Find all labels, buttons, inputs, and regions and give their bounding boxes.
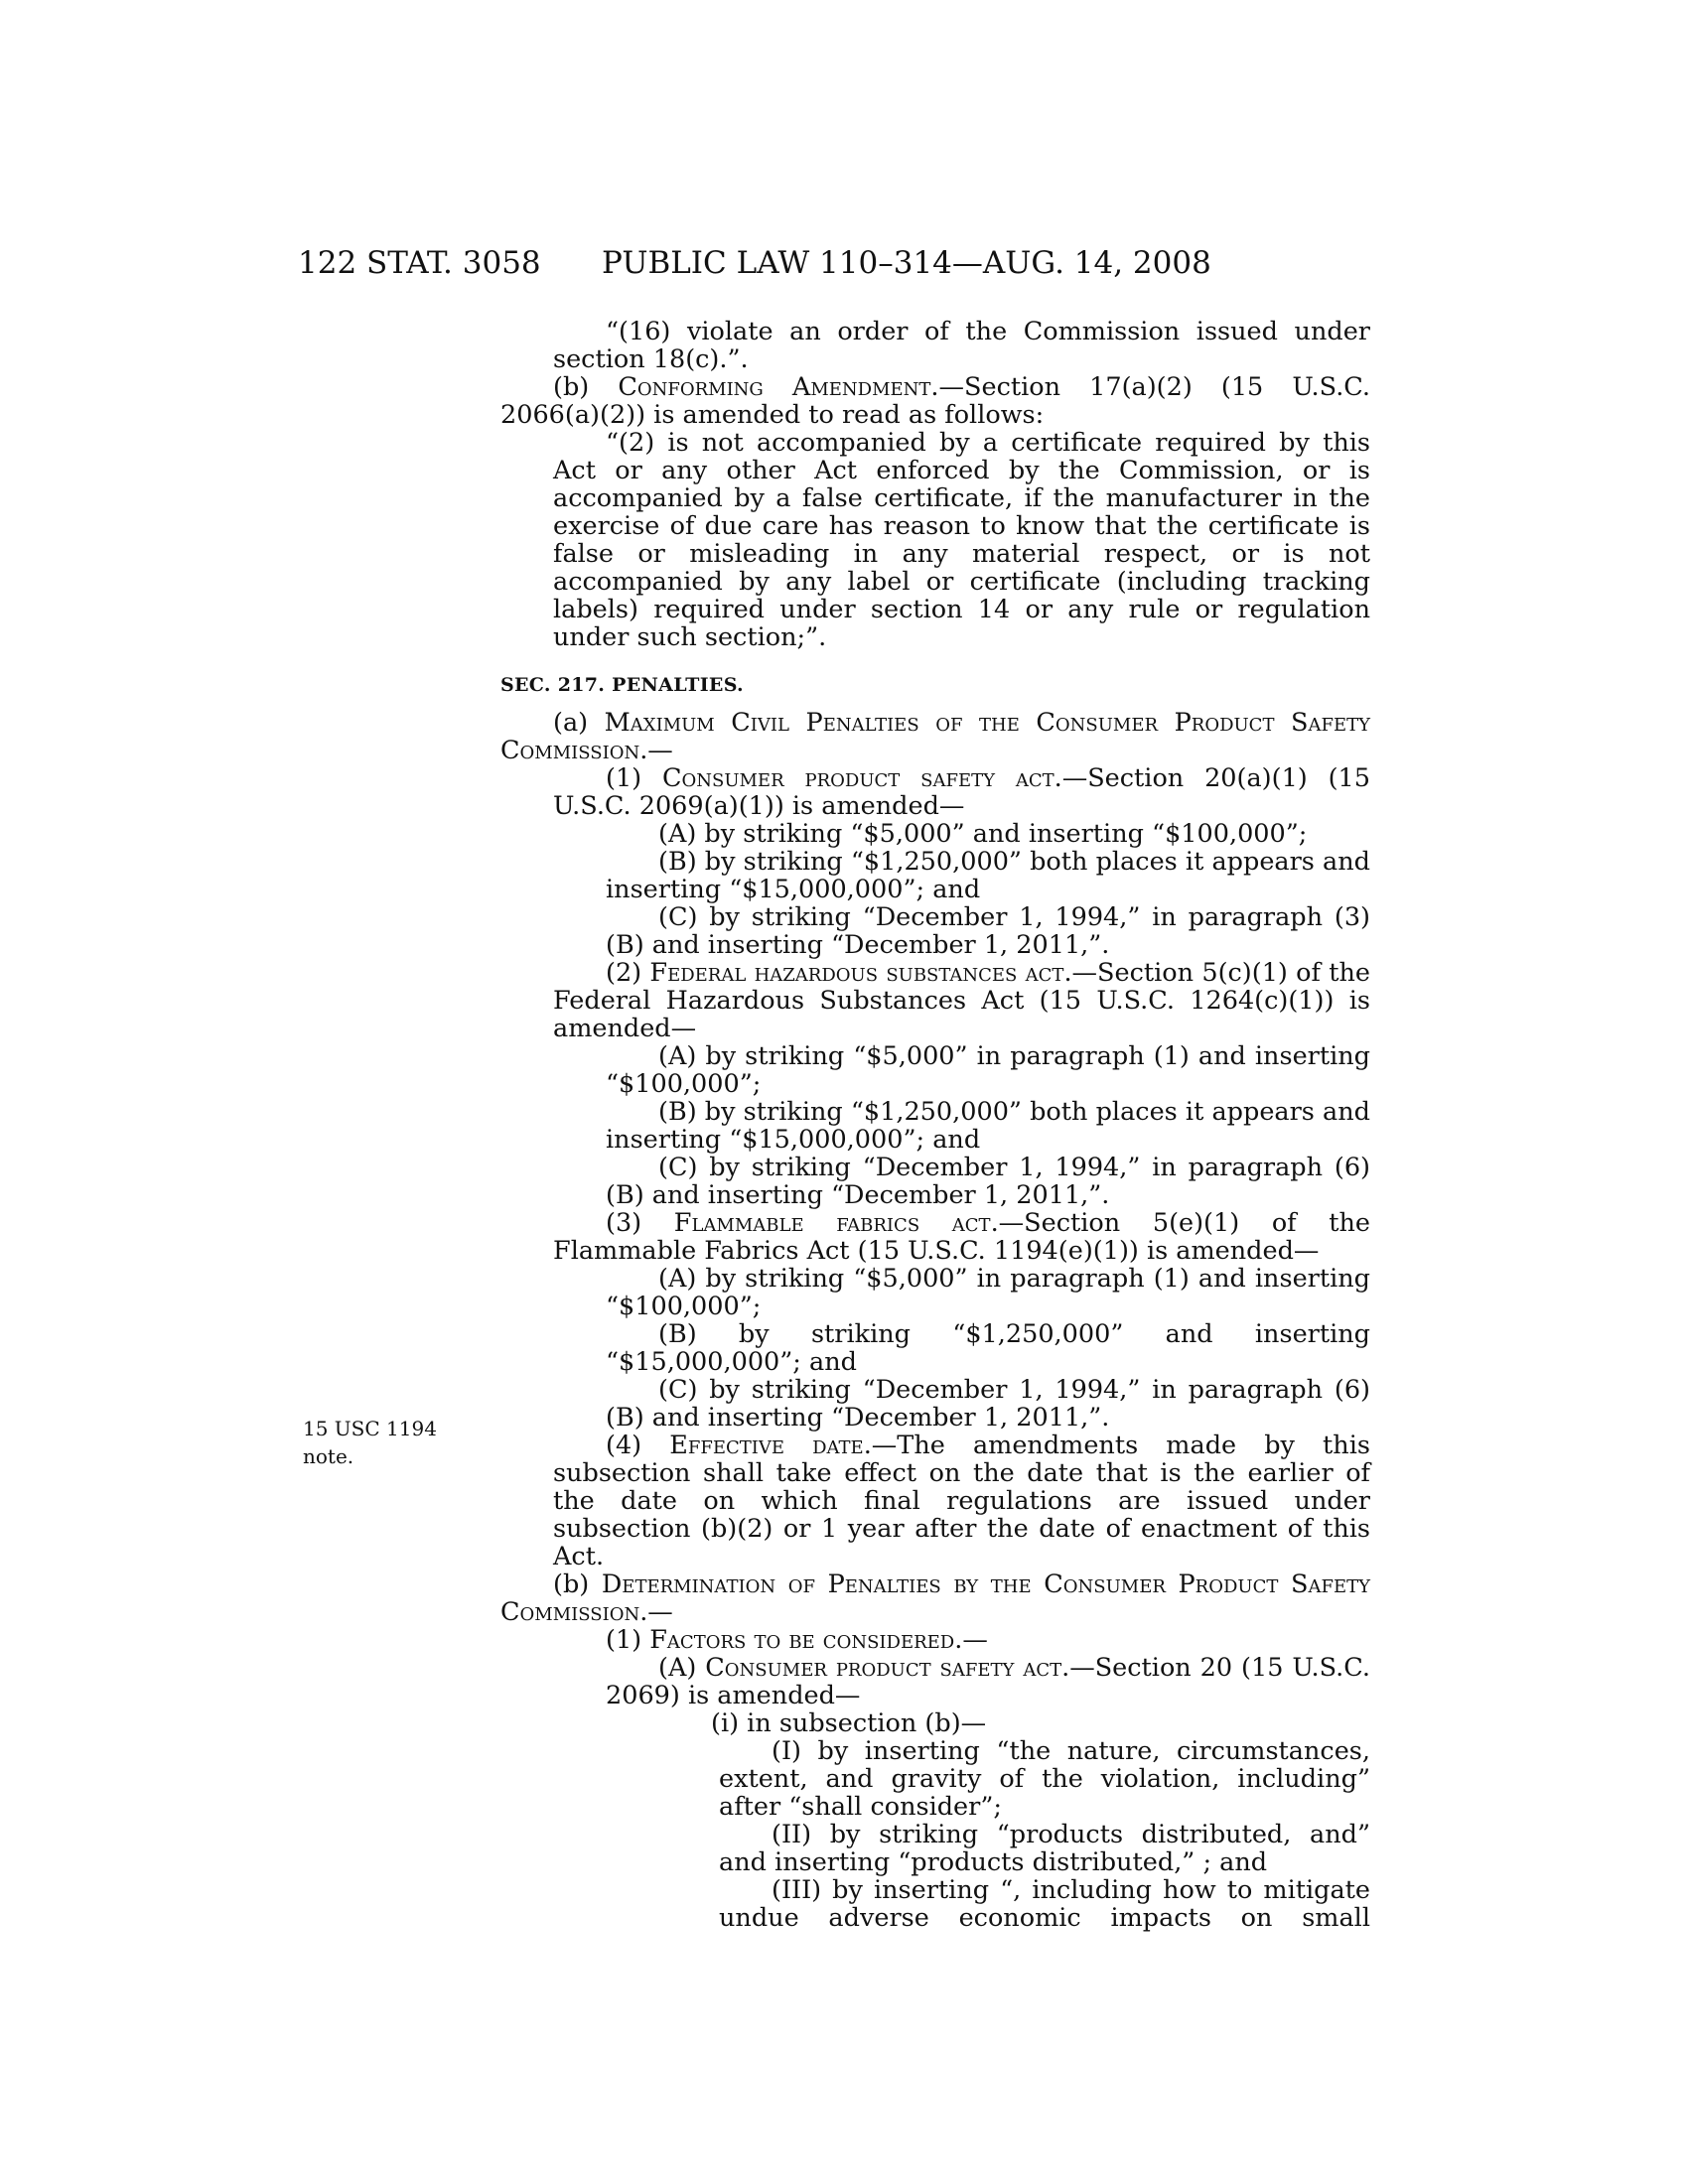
paragraph-label: (b) [553,372,619,402]
paragraph-label: (3) [606,1208,674,1238]
paragraph: (A) by striking “$5,000” in paragraph (1) and inserting “$100,000”; [606,1264,1370,1321]
paragraph-label: (A) [658,1653,706,1683]
paragraph-text: .—Section 20 (15 U.S.C. 2069) is amended— [606,1653,1370,1710]
paragraph [500,764,1370,820]
paragraph-heading: Maximum Civil Penalties of the Consumer Product Safety Commission [500,708,1371,765]
paragraph-label: (2) [606,958,650,988]
paragraph-label: (1) [606,763,662,793]
paragraph-heading: Consumer product safety act [705,1653,1062,1683]
paragraph-heading: Factors to be considered [649,1625,955,1655]
paragraph: (II) by striking “products distributed, and” and inserting “products distributed,” ; and [719,1820,1370,1877]
paragraph: (A) by striking “$5,000” and inserting “$100,000”; [658,819,1308,849]
paragraph-text: .— [954,1625,988,1655]
margin-note-citation: 15 USC 1194 [303,1417,437,1440]
paragraph-text: .— [639,1597,673,1627]
paragraph-heading: Conforming Amendment [618,372,931,402]
paragraph: “(16) violate an order of the Commission issued under section 18(c).”. [553,317,1370,374]
paragraph-text: .— [639,736,673,765]
paragraph [500,1654,1370,1709]
paragraph-label: (1) [606,1625,650,1655]
paragraph [500,709,1370,764]
margin-note [303,1415,442,1470]
paragraph-label: (b) [553,1570,602,1599]
paragraph: (B) by striking “$1,250,000” and inserting “$15,000,000”; and [606,1319,1370,1377]
paragraph-text: .—Section 17(a)(2) (15 U.S.C. 2066(a)(2)) is amended to read as follows: [500,372,1371,430]
paragraph-text: .—Section 5(c)(1) of the Federal Hazardous Substances Act (15 U.S.C. 1264(c)(1)) is amended— [553,958,1370,1043]
paragraph [500,1432,1370,1570]
paragraph [500,373,1370,429]
margin-note-label: note. [303,1444,354,1468]
paragraph-text: .—Section 20(a)(1) (15 U.S.C. 2069(a)(1)) is amended— [553,763,1371,821]
public-law-heading: PUBLIC LAW 110–314—AUG. 14, 2008 [602,245,1211,281]
paragraph: “(2) is not accompanied by a certificate required by this Act or any other Act enforced by the Commission, or is accompanied by a false certificate, if the manufacturer in the exercise of due care has reason to know that the certificate is false or misleading in any material respect, or is not accompanied by any label or certificate (including tracking labels) required under section 14 or any rule or regulation under such section;”. [553,428,1370,652]
paragraph-heading: Determination of Penalties by the Consumer Product Safety Commission [500,1570,1370,1627]
paragraph-label: (4) [606,1431,670,1460]
paragraph-text: .—The amendments made by this subsection shall take effect on the date that is the earlier of the date on which final regulations are issued under subsection (b)(2) or 1 year after the date of enactment of this Act. [553,1431,1370,1571]
paragraph-text: .—Section 5(e)(1) of the Flammable Fabrics Act (15 U.S.C. 1194(e)(1)) is amended— [553,1208,1371,1266]
paragraph: (A) by striking “$5,000” in paragraph (1) and inserting “$100,000”; [606,1041,1370,1099]
paragraph: (III) by inserting “, including how to mitigate undue adverse economic impacts on small [719,1875,1370,1933]
paragraph [500,959,1370,1042]
paragraph: (i) in subsection (b)— [711,1708,987,1738]
page-header [298,245,1370,295]
paragraph: (B) by striking “$1,250,000” both places it appears and inserting “$15,000,000”; and [606,847,1370,904]
paragraph: (C) by striking “December 1, 1994,” in paragraph (6)(B) and inserting “December 1, 2011,”. [606,1153,1370,1210]
paragraph: (C) by striking “December 1, 1994,” in paragraph (6)(B) and inserting “December 1, 2011,”. [606,1375,1370,1433]
stat-page-number: 122 STAT. 3058 [298,245,541,281]
paragraph [500,1209,1370,1265]
paragraph-heading: Federal hazardous substances act [649,958,1064,988]
paragraph-heading: Effective date [669,1431,864,1460]
paragraph-heading: Consumer product safety act [661,763,1055,793]
document-body [500,318,1370,1932]
paragraph: (C) by striking “December 1, 1994,” in paragraph (3)(B) and inserting “December 1, 2011,”. [606,902,1370,960]
section-heading: SEC. 217. PENALTIES. [500,674,744,696]
paragraph-label: (a) [553,708,605,738]
paragraph [500,1570,1370,1626]
paragraph [500,1626,1370,1654]
paragraph: (B) by striking “$1,250,000” both places it appears and inserting “$15,000,000”; and [606,1097,1370,1155]
paragraph: (I) by inserting “the nature, circumstances, extent, and gravity of the violation, including” after “shall consider”; [719,1736,1370,1822]
paragraph-heading: Flammable fabrics act [673,1208,991,1238]
